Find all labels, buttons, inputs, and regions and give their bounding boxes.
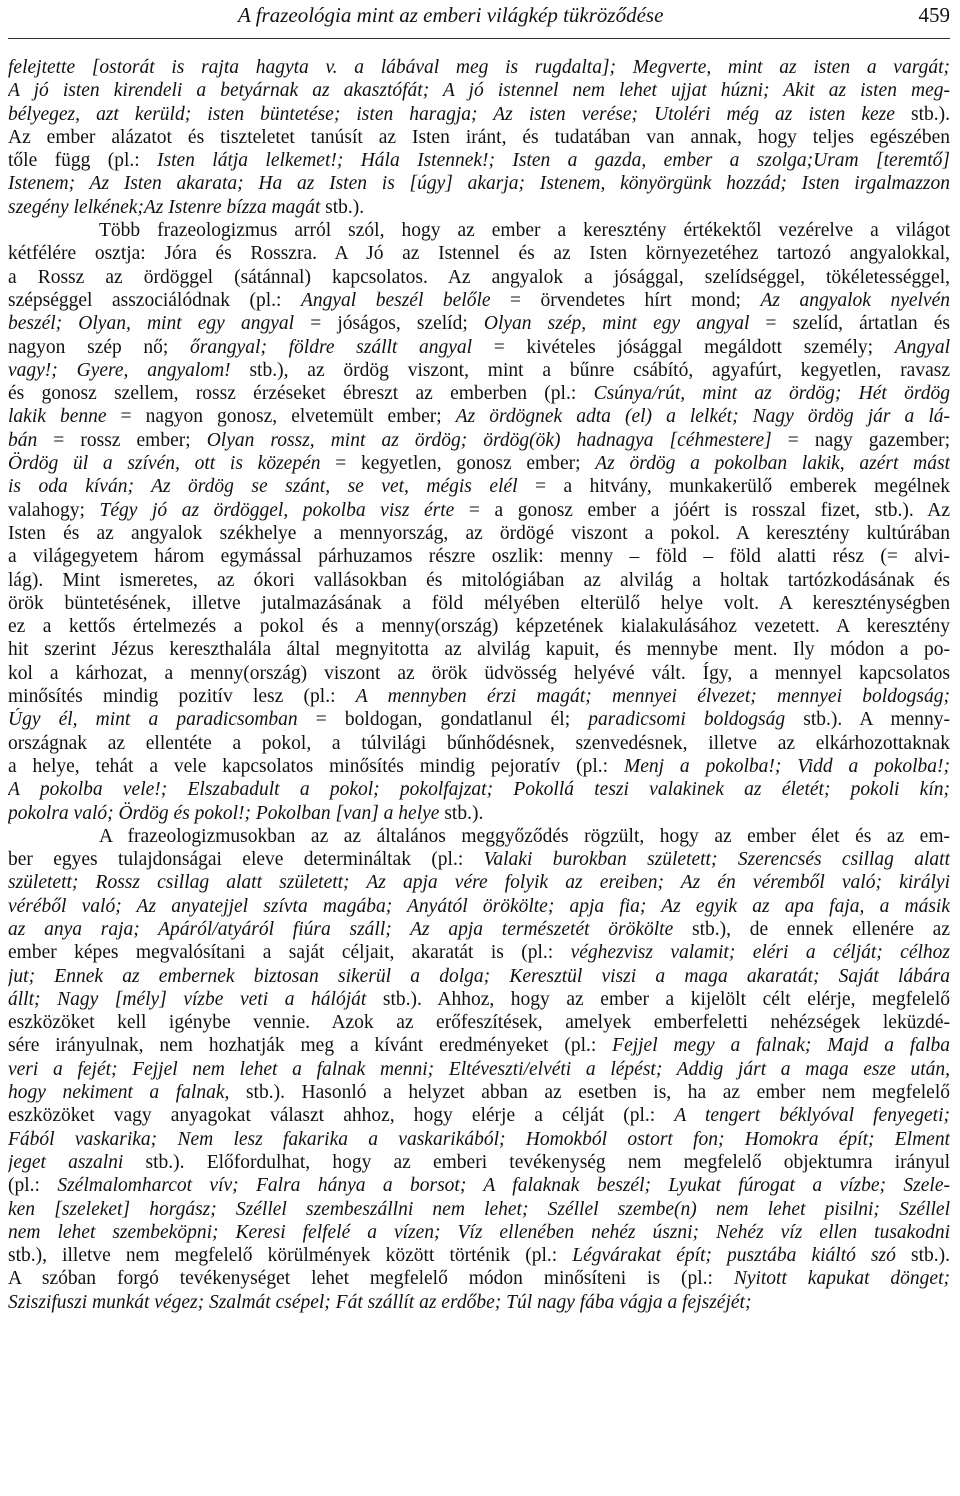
text-span: = jóságos, szelíd; [294, 313, 484, 335]
italic-phrase: Menj a pokolba!; Vidd a pokolba!; [623, 755, 950, 777]
italic-phrase: ken [szeleket] horgász; Széllel szembeszállni nem lehet; Széllel szembe(n) nem lehet pisilni; Széllel [8, 1198, 950, 1220]
italic-phrase: Légvárakat épít; pusztába kiáltó szó [572, 1245, 896, 1267]
text-line [8, 103, 950, 126]
text-span: = kegyetlen, gonosz ember; [320, 453, 596, 475]
italic-phrase: őrangyal; földre szállt angyal [190, 336, 473, 358]
text-line [8, 172, 950, 195]
italic-phrase: Ördög ül a szívén, ott is közepén [8, 453, 321, 475]
text-line [8, 242, 950, 265]
italic-phrase: veri a fejét; Fejjel nem lehet a falnak menni; Eltéveszti/elvéti a lépést; Addig járt a maga esze után, [8, 1058, 950, 1080]
italic-phrase: szegény lelkének;Az Istenre bízza magát [8, 196, 321, 218]
text-line [8, 1128, 950, 1151]
text-line [8, 755, 950, 778]
italic-phrase: lakik benne [8, 406, 107, 428]
text-line [8, 312, 950, 335]
text-line [8, 1081, 950, 1104]
text-span: stb.), de ennek ellenére az [673, 918, 950, 940]
italic-phrase: felejtette [ostorát is rajta hagyta v. a lábával meg is rugdalta]; Megverte, mint az isten a vargát; [8, 57, 950, 78]
text-span: szépséggel asszociálódnak (pl.: [8, 289, 301, 311]
italic-phrase: paradicsomi boldogság [588, 709, 786, 731]
text-line [8, 732, 950, 755]
text-span: ber egyes tulajdonságai eleve determináltak (pl.: [8, 849, 484, 871]
text-span: lág). Mint ismeretes, az ókori vallásokban és mitológiában az alvilág a holtak tartózkodásának és [8, 569, 950, 591]
italic-phrase: Úgy él, mint a paradicsomban [8, 709, 298, 731]
text-line [8, 988, 950, 1011]
italic-phrase: Sziszifuszi munkát végez; Szalmát csépel; Fát szállít az erdőbe; Túl nagy fába vágja a fejszéjét; [8, 1291, 752, 1313]
text-line [8, 638, 950, 661]
text-line [8, 1221, 950, 1244]
page-header [8, 0, 950, 40]
text-span: = kivételes jósággal megáldott személy; [472, 336, 895, 358]
text-line [8, 871, 950, 894]
italic-phrase: Az ördögnek adta (el) a lelkét; Nagy ördög jár a lá- [455, 406, 950, 428]
text-span: nagyon szép nő; [8, 336, 191, 358]
text-span: stb.), az ördög viszont, mint a bűnre csábító, agyafúrt, kegyetlen, ravasz [230, 359, 950, 381]
text-line [8, 1034, 950, 1057]
text-span: stb.). [895, 1245, 950, 1267]
text-line [8, 778, 950, 801]
italic-phrase: Tégy jó az ördöggel, pokolba visz érte [99, 499, 455, 521]
text-line [8, 289, 950, 312]
text-line [8, 1291, 950, 1314]
italic-phrase: A mennyben érzi magát; mennyei élvezet; mennyei boldogság; [355, 686, 950, 708]
text-line [8, 802, 950, 825]
text-span: (pl.: [8, 1175, 58, 1197]
text-line [8, 336, 950, 359]
text-span: örök büntetésének, illetve jutalmazásának a föld mélyében elterülő helye volt. A kereszténységben [8, 592, 950, 614]
text-span: országnak az ellentéte a pokol, a túlvilági bűnhődésnek, szenvedésnek, illetve az elkárhozottaknak [8, 732, 950, 754]
text-span: kol a kárhozat, a menny(ország) viszont az örök üdvösség helyévé vált. Így, a mennyel kapcsolatos [8, 662, 950, 684]
text-span: a világegyetem három egymással párhuzamos részre oszlik: menny – föld – föld alatti rész (= alvi- [8, 546, 950, 568]
italic-phrase: nem lehet szembeköpni; Keresi felfelé a vízen; Víz ellenében nehéz úszni; Nehéz víz ellen tusakodni [8, 1221, 950, 1243]
text-span: A szóban forgó tevékenységet lehet megfelelő módon minősíteni is (pl.: [8, 1268, 734, 1290]
page-number: 459 [918, 3, 950, 27]
text-line [8, 592, 950, 615]
text-span: kétfélére osztja: Jóra és Rosszra. A Jó az Istennel és az Isten környezetéhez tartozó angyalokkal, [8, 243, 950, 265]
italic-phrase: jut; Ennek az embernek biztosan sikerül a dolga; Keresztül viszi a maga akaratát; Saját lábára [8, 965, 950, 987]
text-line [8, 708, 950, 731]
italic-phrase: bélyegez, azt kerüld; isten büntetése; isten haragja; Az isten verése; Utoléri még az isten keze [8, 103, 895, 125]
italic-phrase: Olyan szép, mint egy angyal [483, 313, 750, 335]
italic-phrase: Angyal [894, 336, 950, 358]
text-line [8, 569, 950, 592]
italic-phrase: állt; Nagy [mély] vízbe veti a hálóját [8, 988, 367, 1010]
text-span: = szelíd, ártatlan és [749, 313, 950, 335]
text-span: stb.). [894, 103, 950, 125]
text-span: hit szerint Jézus kereszthalála által megnyitotta az alvilág kapuit, és mennybe ment. Ily módon a po- [8, 639, 950, 661]
text-line [8, 965, 950, 988]
text-line [8, 545, 950, 568]
italic-phrase: bán [8, 429, 38, 451]
italic-phrase: Fából vaskarika; Nem lesz fakarika a vaskarikából; Homokból ostort fon; Homokra épít; Elment [8, 1128, 950, 1150]
text-span: stb.), illetve nem megfelelő körülmények között történik (pl.: [8, 1245, 573, 1267]
italic-phrase: beszél; Olyan, mint egy angyal [8, 313, 295, 335]
italic-phrase: hogy nekiment a falnak, [8, 1082, 230, 1104]
text-span: eszközöket vagy anyagokat választ ahhoz, hogy elérje a célját (pl.: [8, 1105, 675, 1127]
italic-phrase: Nyitott kapukat dönget; [733, 1268, 950, 1290]
text-line [8, 1104, 950, 1127]
text-line [8, 475, 950, 498]
italic-phrase: Isten látja lelkemet!; Hála Istennek!; Isten a gazda, ember a szolga;Uram [teremtő] [157, 150, 950, 172]
text-span: = rossz ember; [37, 429, 207, 451]
text-line [8, 196, 950, 219]
text-span: stb.). Előfordulhat, hogy az emberi tevékenység nem megfelelő objektumra irányul [123, 1151, 950, 1173]
text-line [8, 266, 950, 289]
text-line [8, 79, 950, 102]
italic-phrase: véghezvisz valamit; eléri a célját; célhoz [570, 942, 950, 964]
italic-phrase: Fejjel megy a falnak; Majd a falba [612, 1035, 950, 1057]
text-line [8, 1011, 950, 1034]
text-span: tőle függ (pl.: [8, 150, 158, 172]
text-span: ember képes megvalósítani a saját céljait, akaratát is (pl.: [8, 942, 571, 964]
text-line [8, 941, 950, 964]
text-span: stb.). [320, 196, 365, 218]
text-span: Az ember alázatot és tiszteletet tanúsít az Isten iránt, és tudatában van annak, hogy teljes egészében [8, 126, 950, 148]
italic-phrase: az anya raja; Apáról/atyáról fiúra száll; Az apja természetét örökölte [8, 918, 674, 940]
text-line [8, 405, 950, 428]
text-span: = boldogan, gondatlanul él; [297, 709, 589, 731]
text-span: Isten és az angyalok székhelye a mennyország, az ördögé viszont a pokol. A keresztény kultúrában [8, 522, 950, 544]
italic-phrase: Szélmalomharcot vív; Falra hánya a borsot; A falaknak beszél; Lyukat fúrogat a vízbe; Szele- [57, 1175, 950, 1197]
italic-phrase: A jó isten kirendeli a betyárnak az akasztófát; A jó istennel nem lehet ujjat húzni; Akit az isten meg- [8, 80, 950, 102]
italic-phrase: jeget aszalni [8, 1151, 124, 1173]
text-span: valahogy; [8, 499, 100, 521]
text-span: és gonosz szellem, rossz érzéseket ébreszt az emberben (pl.: [8, 383, 594, 405]
italic-phrase: pokolra való; Ördög és pokol!; Pokolban [van] a helye [8, 802, 440, 824]
italic-phrase: A pokolba vele!; Elszabadult a pokol; pokolfajzat; Pokollá teszi valakinek az életét; pokoli kín; [8, 779, 950, 801]
italic-phrase: született; Rossz csillag alatt született; Az apja vére folyik az ereiben; Az én véremből való; királyi [8, 872, 950, 894]
text-span: A frazeologizmusokban az az általános meggyőződés rögzült, hogy az ember élet és az em- [99, 825, 950, 847]
text-line [8, 1198, 950, 1221]
text-line [8, 895, 950, 918]
text-line [8, 825, 950, 848]
text-line [8, 1267, 950, 1290]
paragraph [8, 56, 950, 219]
text-line [8, 1244, 950, 1267]
text-line [8, 56, 950, 79]
text-line [8, 382, 950, 405]
text-line [8, 452, 950, 475]
italic-phrase: A tengert béklyóval fenyegeti; [674, 1105, 950, 1127]
italic-phrase: Istenem; Az Isten akarata; Ha az Isten is [úgy] akarja; Istenem, könyörgünk hozzád; Isten irgalmazzon [8, 173, 950, 195]
italic-phrase: is oda kíván; Az ördög se szánt, se vet, mégis elél [8, 476, 518, 498]
italic-phrase: Olyan rossz, mint az ördög; ördög(ök) hadnagya [céhmestere] [206, 429, 772, 451]
text-line [8, 126, 950, 149]
italic-phrase: Az angyalok nyelvén [760, 289, 950, 311]
text-line [8, 1151, 950, 1174]
text-span: Több frazeologizmus arról szól, hogy az ember a keresztény értékektől vezérelve a világot [99, 220, 950, 242]
text-span: = a gonosz ember a jóért is rosszal fizet, stb.). Az [454, 499, 950, 521]
text-line [8, 685, 950, 708]
text-span: sére irányulnak, nem hozhatják meg a kívánt eredményeket (pl.: [8, 1035, 613, 1057]
italic-phrase: Angyal beszél belőle [300, 289, 491, 311]
italic-phrase: vagy!; Gyere, angyalom! [8, 359, 231, 381]
text-line [8, 499, 950, 522]
paragraph [8, 825, 950, 1314]
text-line [8, 615, 950, 638]
text-line [8, 662, 950, 685]
running-title: A frazeológia mint az emberi világkép tükröződése [238, 3, 664, 27]
italic-phrase: Az ördög a pokolban lakik, azért mást [595, 453, 950, 475]
text-line [8, 1058, 950, 1081]
text-span: a Rossz az ördöggel (sátánnal) kapcsolatos. Az angyalok a jósággal, szelídséggel, tökéletességgel, [8, 266, 950, 288]
header-rule [8, 38, 950, 39]
text-span: ez a kettős értelmezés a pokol és a menny(ország) képzetének kialakulásához vezetett. A keresztény [8, 616, 950, 638]
text-line [8, 522, 950, 545]
text-span: a helye, tehát a vele kapcsolatos minősítés mindig pejoratív (pl.: [8, 755, 624, 777]
text-span: = nagyon gonosz, elvetemült ember; [106, 406, 456, 428]
text-span: = örvendetes hírt mond; [490, 289, 761, 311]
text-span: eszközöket kell igénybe vennie. Azok az erőfeszítések, amelyek emberfeletti nehézségek leküzdé- [8, 1012, 950, 1034]
text-span: stb.). [439, 802, 484, 824]
text-line [8, 1174, 950, 1197]
body-text [8, 56, 950, 1314]
italic-phrase: Valaki burokban született; Szerencsés csillag alatt [483, 849, 950, 871]
text-span: = a hitvány, munkakerülő emberek megélnek [517, 476, 950, 498]
text-line [8, 359, 950, 382]
text-line [8, 149, 950, 172]
text-span: minősítés mindig pozitív lesz (pl.: [8, 686, 356, 708]
italic-phrase: Csúnya/rút, mint az ördög; Hét ördög [593, 383, 950, 405]
text-span: stb.). A menny- [785, 709, 950, 731]
text-span: stb.). Hasonló a helyzet abban az esetben is, ha az ember nem megfelelő [229, 1082, 950, 1104]
text-line [8, 219, 950, 242]
italic-phrase: véréből való; Az anyatejjel szívta magába; Anyától örökölte; apja fia; Az egyik az apa faja, a másik [8, 895, 950, 917]
text-span: stb.). Ahhoz, hogy az ember a kijelölt célt elérje, megfelelő [366, 988, 950, 1010]
text-line [8, 918, 950, 941]
text-line [8, 429, 950, 452]
text-line [8, 848, 950, 871]
paragraph [8, 219, 950, 825]
text-span: = nagy gazember; [771, 429, 950, 451]
